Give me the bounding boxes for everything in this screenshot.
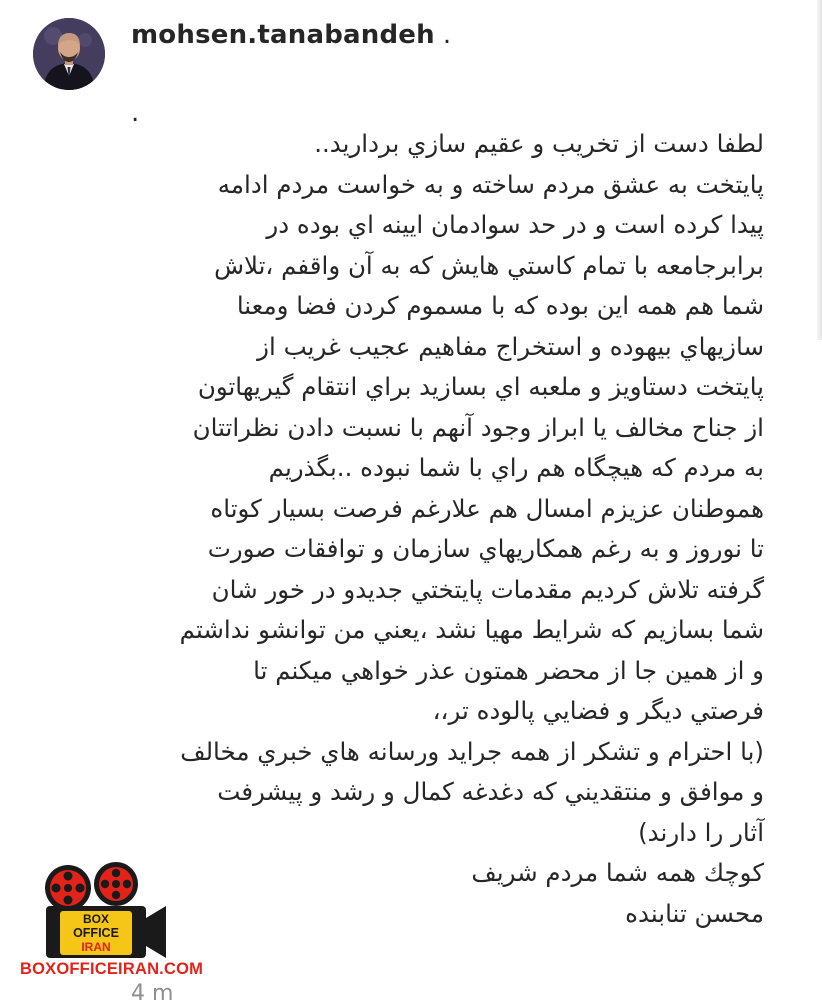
username[interactable] bbox=[131, 20, 451, 50]
caption-line: محسن تنابنده bbox=[625, 898, 764, 928]
caption-line: پايتخت دستاويز و ملعبه اي بسازيد براي انتقام گيريهاتون bbox=[197, 372, 764, 401]
username-text[interactable]: mohsen.tanabandeh bbox=[131, 20, 435, 50]
scrollbar-edge[interactable] bbox=[817, 0, 822, 340]
caption-line: برابرجامعه با تمام كاستي هايش كه به آن واقفم ،تلاش bbox=[214, 250, 764, 280]
caption-line: آثار را دارند) bbox=[638, 817, 764, 847]
post-caption bbox=[124, 124, 764, 934]
caption-line: و از همين جا از محضر همتون عذر خواهي ميكنم تا bbox=[253, 655, 764, 685]
caption-line: سازيهاي بيهوده و استخراج مفاهيم عجيب غريب از bbox=[257, 331, 764, 361]
caption-line: (با احترام و تشكر از همه جرايد ورسانه هاي خبري مخالف bbox=[180, 736, 764, 766]
watermark bbox=[20, 858, 204, 986]
post-timestamp: 4 m bbox=[131, 981, 174, 1006]
caption-lead-dot: . bbox=[131, 98, 140, 128]
caption-line: شما بسازيم كه شرايط مهيا نشد ،يعني من توانشو نداشتم bbox=[179, 615, 764, 644]
film-reel-camera-icon bbox=[20, 858, 200, 960]
caption-line: كوچك همه شما مردم شريف bbox=[471, 858, 764, 887]
caption-line: لطفا دست از تخريب و عقيم سازي برداريد.. bbox=[314, 129, 764, 158]
badge-line-box: BOX bbox=[82, 912, 110, 926]
caption-line: پيدا كرده است و در حد سوادمان ايينه اي بوده در bbox=[266, 210, 764, 239]
caption-line: فرصتي ديگر و فضايي پالوده تر،، bbox=[432, 696, 764, 725]
caption-line: تا نوروز و به رغم همكاريهاي سازمان و توافقات صورت bbox=[207, 534, 764, 563]
caption-line: هموطنان عزيزم امسال هم علارغم فرصت بسيار كوتاه bbox=[210, 493, 764, 523]
caption-line: گرفته تلاش كرديم مقدمات پايتختي جديدو در خور شان bbox=[211, 574, 764, 604]
caption-line: پايتخت به عشق مردم ساخته و به خواست مردم ادامه bbox=[217, 169, 764, 199]
username-suffix: . bbox=[442, 20, 452, 50]
badge-line-office: OFFICE bbox=[73, 926, 119, 940]
badge-line-iran: IRAN bbox=[81, 940, 111, 954]
watermark-text: BOXOFFICEIRAN.COM bbox=[20, 960, 204, 978]
profile-photo-icon bbox=[33, 18, 105, 90]
caption-line: به مردم كه هيچگاه هم راي با شما نبوده ..بگذريم bbox=[268, 453, 764, 482]
avatar[interactable] bbox=[33, 18, 105, 90]
caption-line: شما هم همه اين بوده كه با مسموم كردن فضا ومعنا bbox=[236, 291, 764, 320]
caption-line: از جناح مخالف يا ابراز وجود آنهم با نسبت دادن نظراتتان bbox=[192, 412, 764, 442]
caption-line: و موافق و منتقديني كه دغدغه كمال و رشد و پيشرفت bbox=[217, 777, 764, 806]
